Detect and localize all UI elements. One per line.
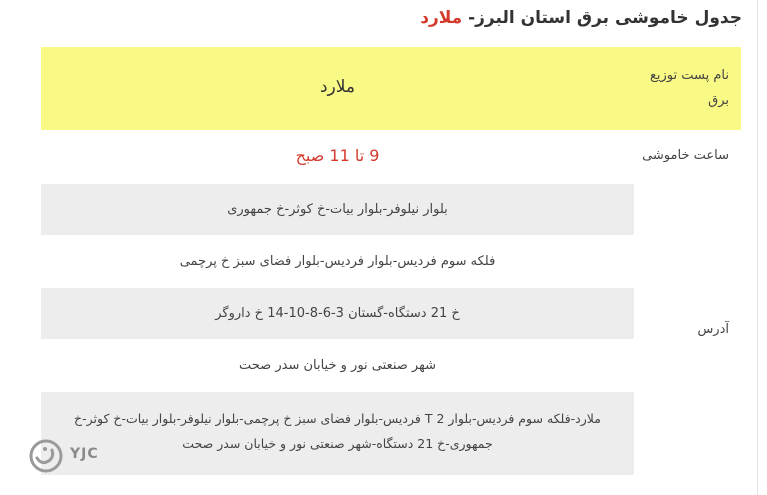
address-item [41, 392, 741, 475]
substation-row [41, 47, 741, 130]
right-divider [757, 0, 758, 495]
address-line: خ 21 دستگاه-گستان 3-6-8-10-14 خ داروگر [41, 288, 634, 339]
substation-label [639, 63, 741, 113]
address-item [41, 288, 741, 339]
yjc-logo-icon [28, 438, 66, 474]
outage-time-row [41, 136, 741, 180]
address-line: جمهوری-خ 21 دستگاه-شهر صنعتی نور و خیابان سدر صحت [182, 436, 493, 451]
substation-label-line2: برق [708, 93, 729, 108]
watermark-text: YJC [70, 446, 99, 462]
outage-time-value: 9 تا 11 صبح [295, 146, 380, 165]
yjc-watermark [28, 438, 106, 474]
address-item [41, 236, 741, 287]
address-item [41, 184, 741, 235]
substation-value: ملارد [319, 77, 356, 97]
substation-label-line1: نام پست توزیع [649, 68, 729, 83]
address-item [41, 340, 741, 391]
address-line: بلوار نیلوفر-بلوار بیات-خ کوثر-خ جمهوری [41, 184, 634, 235]
address-line-multi [41, 392, 634, 475]
outage-time-label: ساعت خاموشی [642, 148, 729, 163]
address-line: شهر صنعتی نور و خیابان سدر صحت [239, 358, 436, 373]
address-label: آدرس [697, 322, 729, 337]
title-accent: ملارد [420, 8, 463, 28]
page-title [420, 8, 742, 28]
title-main: جدول خاموشی برق استان البرز- [462, 8, 742, 28]
address-line: فلکه سوم فردیس-بلوار فردیس-بلوار فضای سبز خ پرچمی [179, 254, 496, 269]
address-line: ملارد-فلکه سوم فردیس-بلوار 2 T فردیس-بلوار فضای سبز خ پرچمی-بلوار نیلوفر-بلوار بیات-خ کوثر-خ [74, 411, 601, 426]
